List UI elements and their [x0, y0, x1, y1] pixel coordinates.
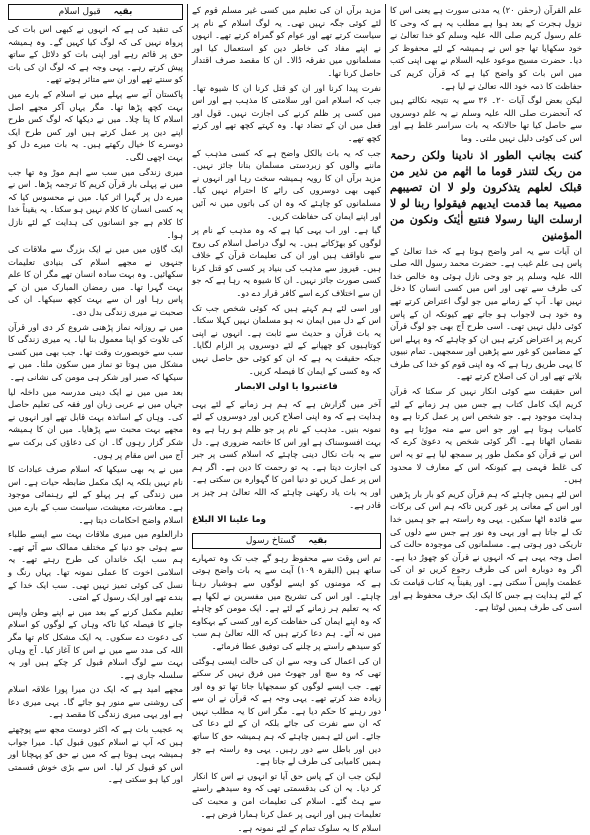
article-paragraph: تم اس وقت سے محفوظ رہو گے جب تک وہ تمہارے ساتھ ہیں (البقرہ ۱۰۹) آیت سے یہ بات واضح ہوتی ہے کہ مومنوں کو ایسے لوگوں سے ہوشیار رہنا چاہئے۔ اور اس کی تشریح میں مفسرین نے لکھا ہے کہ یہ تعلیم ہر زمانے کے لئے ہے۔ ایک مومن کو چاہئے کہ وہ اپنے ایمان کی حفاظت کرے اور کسی کے بہکاوے میں نہ آئے۔ ہم دعا کرتے ہیں کہ اللہ تعالیٰ ہم سب کو سیدھے راستے پر چلنے کی توفیق عطا فرمائے۔ [192, 552, 381, 651]
continued-article-header [8, 4, 183, 20]
column-right [386, 4, 586, 711]
article-paragraph: نفرت پیدا کرنا اور ان کو قتل کرنا ان کا شیوہ تھا۔ جب کہ اسلام امن اور سلامتی کا مذہب ہے اور اس میں کسی پر ظلم کرنے کی اجازت نہیں۔ قول اور فعل میں ان کے تضاد تھا۔ وہ کہتے کچھ تھے اور کرتے کچھ تھے۔ [192, 82, 381, 143]
article-paragraph: بعد میں میں نے ایک دینی مدرسہ میں داخلہ لیا جہاں میں نے عربی زبان اور فقہ کی تعلیم حاصل کی۔ وہاں کے اساتذہ بہت قابل تھے اور انہوں نے مجھے بہت محبت سے پڑھایا۔ میں ان کا ہمیشہ شکر گزار رہوں گا۔ ان کی دعاؤں کی برکت سے آج میں اس مقام پر ہوں۔ [8, 386, 183, 460]
article-paragraph: دارالعلوم میں میری ملاقات بہت سے ایسے طلباء سے ہوئی جو دنیا کے مختلف ممالک سے آئے تھے۔ ہم سب ایک خاندان کی طرح رہتے تھے۔ یہ اسلامی اخوت کا عملی نمونہ تھا۔ یہاں رنگ و نسل کی کوئی تمیز نہیں تھی۔ سب ایک خدا کے بندے تھے اور ایک رسول کے امتی۔ [8, 529, 183, 603]
article-paragraph: ان کی اعمال کی وجہ سے ان کی حالت ایسی ہوگئی تھی کہ وہ سچ اور جھوٹ میں فرق نہیں کر سکتے تھے۔ جب ایسے لوگوں کو سمجھایا جاتا تھا تو وہ اور زیادہ ضد کرتے تھے۔ یہی وجہ ہے کہ قرآن نے ان سے دور رہنے کا حکم دیا ہے۔ مگر اس کا یہ مطلب نہیں کہ ان سے نفرت کی جائے بلکہ ان کے لئے دعا کی جائے۔ اس لئے ہمیں چاہئے کہ ہم ہمیشہ حق کا ساتھ دیں اور باطل سے دور رہیں۔ یہی وہ راستہ ہے جو ہمیں کامیابی کی طرف لے جاتا ہے۔ [192, 655, 381, 767]
article-paragraph: میں نے یہ بھی سیکھا کہ اسلام صرف عبادات کا نام نہیں بلکہ یہ ایک مکمل ضابطہ حیات ہے۔ اس میں زندگی کے ہر پہلو کے لئے رہنمائی موجود ہے۔ معاشرت، معیشت، سیاست سب کے بارے میں اسلام واضح احکامات دیتا ہے۔ [8, 464, 183, 525]
article-paragraph: اور اسی لئے ہم کہتے ہیں کہ کوئی شخص جب تک اس کے دل میں ایمان نہ ہو مسلمان نہیں کہلا سکتا۔ یہ بات قرآن و حدیث سے ثابت ہے۔ انہوں نے اپنی کوتاہیوں کو چھپانے کے لئے دوسروں پر الزام لگایا۔ جبکہ حقیقت یہ ہے کہ ان کو کوئی حق حاصل نہیں کہ وہ کسی کے ایمان کا فیصلہ کریں۔ [192, 302, 381, 376]
article-paragraph: پاکستان آنے سے پہلے میں نے اسلام کے بارے میں بہت کچھ پڑھا تھا۔ مگر یہاں آکر مجھے اصل اسلام کا پتا چلا۔ میں نے دیکھا کہ لوگ کس طرح اپنے دین پر عمل کرتے ہیں اور کس طرح ایک دوسرے کا خیال رکھتے ہیں۔ یہ بات میرے دل کو بہت اچھی لگی۔ [8, 88, 183, 162]
quranic-verse: کنت بجانب الطور اذ نادینا ولکن رحمۃ من ربک لتنذر قوما ما اتٰھم من نذیر من قبلک لعلھم یتذکرون ولو لا ان تصیبھم مصیبۃ بما قدمت ایدیھم فیقولوا ربنا لو لا ارسلت الینا رسولا فنتبع اٰیٰتک ونکون من المؤمنین [390, 147, 582, 242]
article-paragraph: آخر میں گزارش ہے کہ ہم ہر زمانے کے لئے یہی ہدایت ہے کہ وہ اپنی اصلاح کریں اور دوسروں کے لئے نمونہ بنیں۔ مذہب کے نام پر جو ظلم ہو رہا ہے وہ بہت افسوسناک ہے اور اس کا خاتمہ ضروری ہے۔ دل سے یہ بات نکال دینی چاہئے کہ اسلام کسی پر جبر کی اجازت دیتا ہے۔ یہ تو رحمت کا دین ہے۔ اگر ہم اس پر عمل کریں تو دنیا امن کا گہوارہ بن سکتی ہے۔ اور یہ بات یاد رکھنی چاہئے کہ اللہ تعالیٰ ہر چیز پر قادر ہے۔ [192, 398, 381, 510]
continued-label: بقیہ [308, 535, 328, 546]
column-middle [188, 4, 386, 834]
article-paragraph: ایک گاؤں میں میں نے ایک بزرگ سے ملاقات کی جنہوں نے مجھے اسلام کی بنیادی تعلیمات سکھائیں۔ وہ بہت سادہ انسان تھے مگر ان کا علم بہت گہرا تھا۔ میں رمضان المبارک میں ان کے پاس رہا اور ان سے بہت کچھ سیکھا۔ ان کی صحبت نے میری زندگی بدل دی۔ [8, 244, 183, 318]
article-paragraph: مزید برآں ان کی تعلیم میں کسی غیر مسلم قوم کے لئے کوئی جگہ نہیں تھی۔ یہ لوگ اسلام کے نام پر سیاست کرتے تھے اور عوام کو گمراہ کرتے تھے۔ انہوں نے اپنے مفاد کی خاطر دین کو استعمال کیا اور مسلمانوں میں تفرقہ ڈالا۔ ان کا مقصد صرف اقتدار حاصل کرنا تھا۔ [192, 5, 381, 78]
article-paragraph: اس حقیقت سے کوئی انکار نہیں کر سکتا کہ قرآن کریم ایک کامل کتاب ہے جس میں ہر زمانے کے لئے ہدایت موجود ہے۔ جو شخص اس پر عمل کرتا ہے وہ کامیاب ہوتا ہے اور جو اس سے منہ موڑتا ہے وہ نقصان اٹھاتا ہے۔ اگر کوئی شخص یہ دعویٰ کرے کہ اس نے قرآن کو مکمل طور پر سمجھ لیا ہے تو یہ اس کی غلط فہمی ہے کیونکہ اس کے معارف لا محدود ہیں۔ [390, 386, 582, 485]
continued-label: بقیہ [113, 7, 133, 17]
article-paragraph: اسلام کا یہ سلوک تمام کے لئے نمونہ ہے۔ [237, 823, 381, 834]
article-paragraph: کی تنقید کی ہے کہ انہوں نے کبھی اس بات کی پرواہ نہیں کی کہ لوگ کیا کہیں گے۔ وہ ہمیشہ حق پر قائم رہے اور اپنی بات کو دلائل کے ساتھ پیش کرتے رہے۔ یہی وجہ ہے کہ لوگ ان کی بات کو سنتے تھے اور ان سے متاثر ہوتے تھے۔ [8, 24, 183, 85]
article-paragraph: میری زندگی میں سب سے اہم موڑ وہ تھا جب میں نے پہلی بار قرآن کریم کا ترجمہ پڑھا۔ اس نے میرے دل پر گہرا اثر کیا۔ میں نے محسوس کیا کہ یہ کسی انسان کا کلام نہیں ہو سکتا۔ یہ یقیناً خدا کا کلام ہے جو انسانوں کی ہدایت کے لئے نازل ہوا۔ [8, 166, 183, 240]
continued-title: قبول اسلام [58, 7, 101, 17]
column-left [4, 4, 188, 785]
article-paragraph: تعلیم مکمل کرنے کے بعد میں نے اپنے وطن واپس جانے کا فیصلہ کیا تاکہ وہاں کے لوگوں کو اسلام کی دعوت دے سکوں۔ یہ ایک مشکل کام تھا مگر اللہ کی مدد سے میں نے اس کا آغاز کیا۔ آج وہاں بہت سے لوگ اسلام قبول کر چکے ہیں اور یہ سلسلہ جاری ہے۔ [8, 606, 183, 680]
newspaper-page [4, 4, 586, 834]
article-paragraph: مجھے امید ہے کہ ایک دن میرا پورا علاقہ اسلام کی روشنی سے منور ہو جائے گا۔ یہی میری دعا ہے اور یہی میری زندگی کا مقصد ہے۔ [8, 684, 183, 720]
article-paragraph: لیکن بعض لوگ آیات ۲۰۔ ۳۶ سے یہ نتیجہ نکالتے ہیں کہ آنحضرت صلی اللہ علیہ وسلم نے یہ علم دوسروں سے حاصل کیا تھا حالانکہ یہ بات سراسر غلط ہے اور اس کی کوئی دلیل نہیں ملتی۔ وما [390, 95, 582, 143]
section-heading: فاعتبروا یا اولی الابصار [235, 382, 338, 393]
article-paragraph: اس لئے ہمیں چاہئے کہ ہم قرآن کریم کو بار بار پڑھیں اور اس کے معانی پر غور کریں تاکہ ہم اس کی برکات سے فائدہ اٹھا سکیں۔ یہی وہ راستہ ہے جو ہمیں خدا تک لے جاتا ہے اور یہی وہ نور ہے جس سے دلوں کی تاریکی دور ہوتی ہے۔ مسلمانوں کی موجودہ حالت کی اصل وجہ یہی ہے کہ انہوں نے قرآن کو چھوڑ دیا ہے۔ اگر وہ دوبارہ اس کی طرف رجوع کریں تو ان کی عظمت واپس آ سکتی ہے۔ اور یقیناً یہ کتاب قیامت تک کے لئے ہدایت ہے جس کا ایک ایک حرف محفوظ ہے اور اسی کی طرف ہمیں لوٹنا ہے۔ [390, 488, 582, 613]
article-paragraph: یہ عجیب بات ہے کہ اکثر دوست مجھ سے پوچھتے ہیں کہ آپ نے اسلام کیوں قبول کیا۔ میرا جواب ہمیشہ یہی ہوتا ہے کہ میں نے حق کو پہچانا اور اس کو قبول کر لیا۔ اس سے بڑی خوش قسمتی اور کیا ہو سکتی ہے۔ [8, 724, 183, 785]
article-paragraph: گیا ہے۔ اور اب یہی کیا ہے کہ وہ مذہب کے نام پر لوگوں کو بھڑکاتے ہیں۔ یہ لوگ دراصل اسلام کی روح سے ناواقف ہیں اور ان کی تعلیمات قرآن کے خلاف ہیں۔ فیروز سے مذہب کی بنیاد پر کسی کو قتل کرنا کسی صورت جائز نہیں۔ ان کا شیوہ یہ رہا ہے کہ جو ان سے اختلاف کرے اسے کافر قرار دے دو۔ [192, 225, 381, 299]
article-paragraph: جب کہ یہ بات بالکل واضح ہے کہ کسی مذہب کے ماننے والوں کو زبردستی مسلمان بنانا جائز نہیں۔ مزید برآں ان کا رویہ ہمیشہ سخت رہا اور انہوں نے کبھی بھی دوسروں کی رائے کا احترام نہیں کیا۔ مسلمانوں کو چاہئے کہ وہ ان کی باتوں میں نہ آئیں اور اپنے ایمان کی حفاظت کریں۔ [192, 147, 381, 221]
closing-phrase: وما علینا الا البلاغ [192, 515, 266, 526]
article-paragraph: لیکن جب ان کے پاس حق آیا تو انہوں نے اس کا انکار کر دیا۔ یہ ان کی بدقسمتی تھی کہ وہ سیدھے راستے سے ہٹ گئے۔ اسلام کی تعلیمات امن و محبت کی تعلیمات ہیں اور انہی پر عمل کرنا ہمارا فرض ہے۔ [192, 770, 381, 819]
continued-title: گستاخ رسول [245, 535, 296, 546]
continued-article-header [192, 533, 381, 549]
article-paragraph: علم القرآن (رحمٰن ۲۰) یہ مدنی سورت ہے یعنی اس کا نزول ہجرت کے بعد ہوا ہے مطلب یہ ہے کہ وحی کا علم رسول کریم صلی اللہ علیہ وسلم کو خدا تعالیٰ نے خود سکھایا تھا جو اس نے ہمیشہ کے لئے محفوظ کر دیا۔ حضرت مسیح موعود علیہ السلام نے بھی اپنی کتب میں اس بات کو واضح کیا ہے کہ قرآن کریم کی حفاظت کا ذمہ خود اللہ تعالیٰ نے لیا ہے۔ [390, 5, 583, 91]
article-paragraph: میں نے روزانہ نماز پڑھنی شروع کر دی اور قرآن کی تلاوت کو اپنا معمول بنا لیا۔ یہ میری زندگی کا سب سے خوبصورت وقت تھا۔ جب بھی میں کسی مشکل میں ہوتا تو نماز میں سکون ملتا۔ میں نے سیکھا کہ صبر اور شکر ہی مومن کی نشانی ہے۔ [8, 321, 183, 383]
article-paragraph: ان آیات سے یہ امر واضح ہوتا ہے کہ خدا تعالیٰ کے پاس ہی علم غیب ہے۔ حضرت محمد رسول اللہ صلی اللہ علیہ وسلم پر جو وحی نازل ہوئی وہ خالص خدا کی طرف سے تھی اور اس میں کسی انسان کا دخل نہیں تھا۔ آپ کے زمانے میں جو لوگ اعتراض کرتے تھے وہ خود ہی لاجواب ہو جاتے تھے کیونکہ ان کے پاس کوئی دلیل نہیں تھی۔ اسی طرح آج بھی جو لوگ قرآن کریم پر اعتراض کرتے ہیں ان کو چاہئے کہ وہ پہلے اس کے مضامین کو غور سے پڑھیں اور سمجھیں۔ تمام نبیوں کا یہی طریق رہا ہے کہ وہ اپنی قوم کو خدا کی طرف بلاتے تھے اور ان کی اصلاح کرتے تھے۔ [390, 245, 582, 382]
